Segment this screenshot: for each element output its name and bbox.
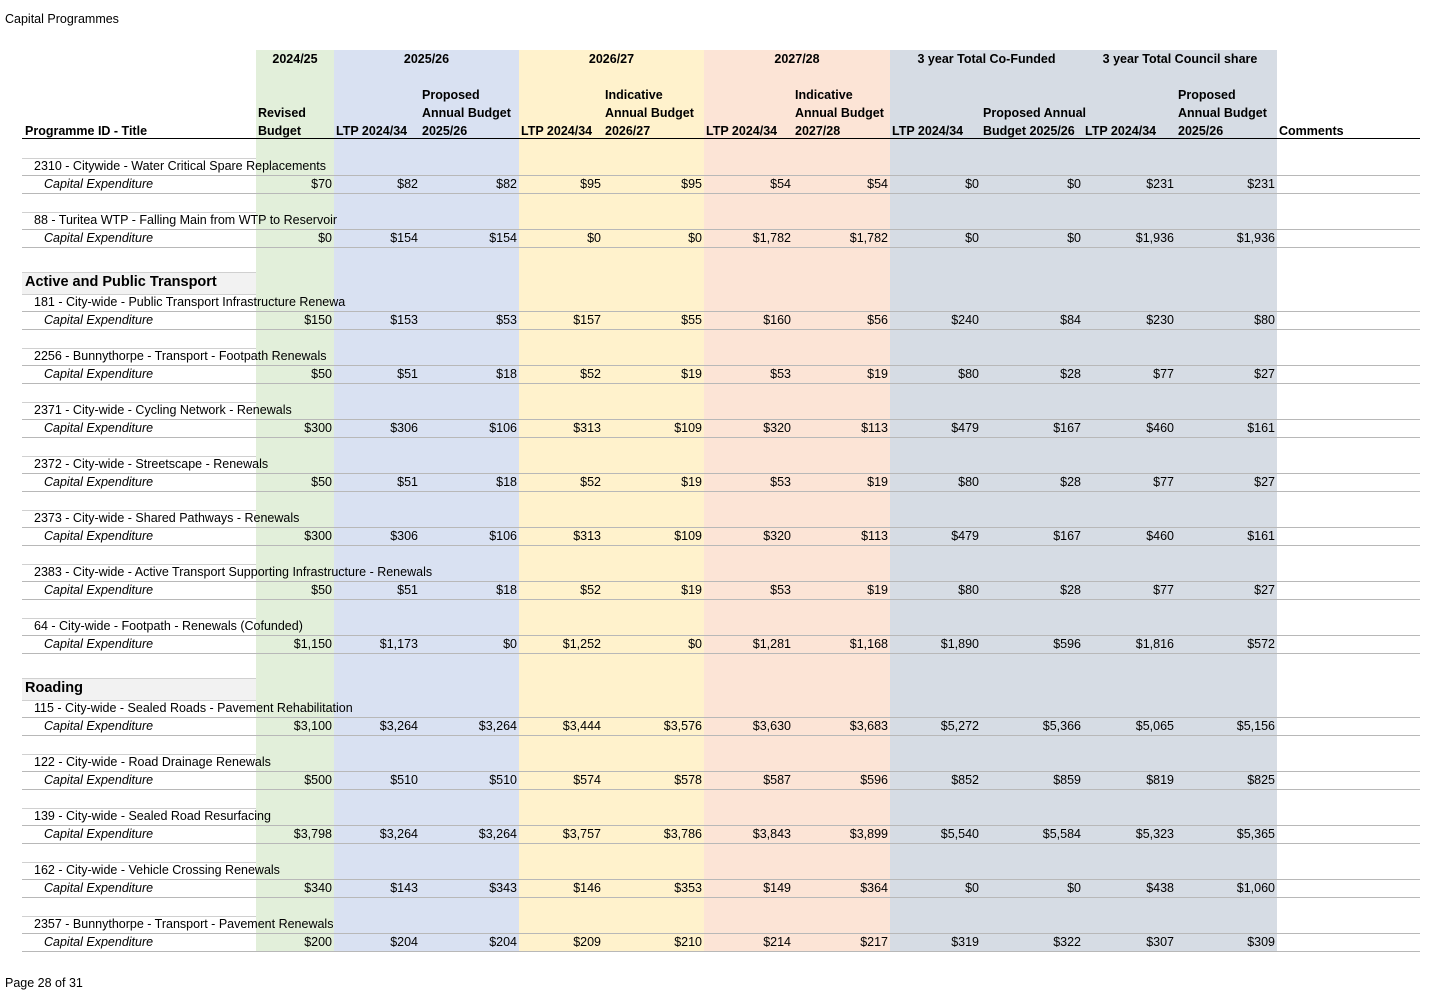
row-divider: [22, 897, 1420, 898]
value-proposed-cofunded: $167: [1053, 421, 1081, 435]
value-ltp-cofunded: $5,272: [940, 719, 979, 733]
value-proposed-council: $27: [1254, 475, 1275, 489]
row-divider: [22, 419, 1420, 420]
value-revised-2024-25: $50: [311, 583, 332, 597]
header-ltp-2026-27: LTP 2024/34: [521, 124, 593, 138]
row-divider: [22, 491, 1420, 492]
value-proposed-cofunded: $0: [1067, 881, 1081, 895]
value-revised-2024-25: $70: [311, 177, 332, 191]
value-indicative-2026-27: $578: [674, 773, 702, 787]
value-revised-2024-25: $340: [304, 881, 332, 895]
value-indicative-2026-27: $109: [674, 529, 702, 543]
header-line: Indicative: [605, 88, 663, 102]
row-divider: [22, 771, 1420, 772]
header-line: Annual Budget: [795, 106, 884, 120]
row-divider: [22, 193, 1420, 194]
value-ltp-2025-26: $51: [397, 367, 418, 381]
value-proposed-2025-26: $106: [489, 529, 517, 543]
row-divider: [22, 635, 1420, 636]
value-indicative-2027-28: $19: [867, 367, 888, 381]
value-proposed-council: $161: [1247, 421, 1275, 435]
row-divider: [22, 527, 1420, 528]
row-divider: [22, 879, 1420, 880]
value-proposed-2025-26: $82: [496, 177, 517, 191]
value-proposed-cofunded: $5,584: [1042, 827, 1081, 841]
value-ltp-cofunded: $0: [965, 231, 979, 245]
capital-expenditure-label: Capital Expenditure: [44, 367, 154, 381]
row-divider: [22, 545, 1420, 546]
value-indicative-2027-28: $217: [860, 935, 888, 949]
value-indicative-2026-27: $0: [688, 637, 702, 651]
value-ltp-2025-26: $51: [397, 583, 418, 597]
value-ltp-2025-26: $510: [390, 773, 418, 787]
value-ltp-council: $307: [1146, 935, 1174, 949]
value-proposed-cofunded: $322: [1053, 935, 1081, 949]
value-revised-2024-25: $50: [311, 475, 332, 489]
value-proposed-cofunded: $28: [1060, 367, 1081, 381]
value-proposed-cofunded: $167: [1053, 529, 1081, 543]
value-revised-2024-25: $200: [304, 935, 332, 949]
value-proposed-council: $27: [1254, 583, 1275, 597]
header-indicative-2026-27: [605, 86, 694, 140]
value-ltp-2025-26: $1,173: [379, 637, 418, 651]
programme-title: 139 - City-wide - Sealed Road Resurfacing: [34, 809, 271, 823]
value-revised-2024-25: $3,100: [293, 719, 332, 733]
value-indicative-2026-27: $210: [674, 935, 702, 949]
value-ltp-2026-27: $146: [573, 881, 601, 895]
header-line: Budget 2025/26: [983, 124, 1075, 138]
value-proposed-2025-26: $204: [489, 935, 517, 949]
year-header-2024-25: 2024/25: [272, 52, 318, 66]
value-ltp-2027-28: $214: [763, 935, 791, 949]
header-programme: Programme ID - Title: [25, 124, 148, 138]
value-proposed-2025-26: $106: [489, 421, 517, 435]
value-ltp-2026-27: $1,252: [562, 637, 601, 651]
value-proposed-2025-26: $343: [489, 881, 517, 895]
programme-title: 2310 - Citywide - Water Critical Spare Replacements: [34, 159, 327, 173]
value-ltp-cofunded: $80: [958, 583, 979, 597]
row-divider: [22, 933, 1420, 934]
value-ltp-cofunded: $479: [951, 529, 979, 543]
value-proposed-council: $161: [1247, 529, 1275, 543]
value-indicative-2026-27: $353: [674, 881, 702, 895]
value-ltp-cofunded: $80: [958, 475, 979, 489]
value-ltp-2027-28: $160: [763, 313, 791, 327]
header-rule: [22, 138, 1420, 139]
value-ltp-2026-27: $0: [587, 231, 601, 245]
value-ltp-2027-28: $53: [770, 475, 791, 489]
value-ltp-council: $230: [1146, 313, 1174, 327]
value-ltp-cofunded: $0: [965, 177, 979, 191]
value-ltp-2026-27: $313: [573, 529, 601, 543]
value-indicative-2027-28: $1,168: [849, 637, 888, 651]
value-indicative-2027-28: $56: [867, 313, 888, 327]
value-proposed-council: $80: [1254, 313, 1275, 327]
value-indicative-2026-27: $3,576: [663, 719, 702, 733]
value-proposed-2025-26: $18: [496, 475, 517, 489]
value-proposed-council: $5,156: [1236, 719, 1275, 733]
value-indicative-2026-27: $19: [681, 583, 702, 597]
programme-title: 122 - City-wide - Road Drainage Renewals: [34, 755, 271, 769]
value-ltp-2026-27: $209: [573, 935, 601, 949]
header-line: 2026/27: [605, 124, 651, 138]
value-revised-2024-25: $300: [304, 529, 332, 543]
value-indicative-2027-28: $113: [861, 529, 888, 543]
year-header-council-share: 3 year Total Council share: [1102, 52, 1258, 66]
row-divider: [22, 365, 1420, 366]
value-ltp-2026-27: $52: [580, 583, 601, 597]
value-proposed-2025-26: $18: [496, 583, 517, 597]
programme-title: 64 - City-wide - Footpath - Renewals (Cofunded): [34, 619, 303, 633]
row-divider: [22, 247, 1420, 248]
row-divider: [22, 735, 1420, 736]
capital-expenditure-label: Capital Expenditure: [44, 421, 154, 435]
value-proposed-council: $5,365: [1236, 827, 1275, 841]
value-ltp-2026-27: $52: [580, 367, 601, 381]
programme-title: 2357 - Bunnythorpe - Transport - Pavement Renewals: [34, 917, 334, 931]
value-ltp-2026-27: $574: [573, 773, 601, 787]
value-ltp-2025-26: $82: [397, 177, 418, 191]
row-divider: [22, 437, 1420, 438]
header-ltp-council: LTP 2024/34: [1085, 124, 1157, 138]
value-indicative-2026-27: $55: [681, 313, 702, 327]
value-ltp-council: $460: [1146, 529, 1174, 543]
capital-expenditure-label: Capital Expenditure: [44, 719, 154, 733]
capital-expenditure-label: Capital Expenditure: [44, 881, 154, 895]
header-proposed-cofunded: [983, 104, 1086, 140]
section-title: Active and Public Transport: [25, 274, 217, 290]
capital-expenditure-label: Capital Expenditure: [44, 827, 154, 841]
header-proposed-2025-26: [422, 86, 511, 140]
value-proposed-cofunded: $596: [1053, 637, 1081, 651]
value-ltp-2026-27: $313: [573, 421, 601, 435]
capital-expenditure-label: Capital Expenditure: [44, 773, 154, 787]
value-ltp-council: $1,936: [1135, 231, 1174, 245]
value-indicative-2027-28: $19: [867, 475, 888, 489]
value-ltp-cofunded: $852: [951, 773, 979, 787]
programme-title: 2383 - City-wide - Active Transport Supporting Infrastructure - Renewals: [34, 565, 433, 579]
value-proposed-council: $1,060: [1236, 881, 1275, 895]
programme-title: 115 - City-wide - Sealed Roads - Pavement Rehabilitation: [34, 701, 353, 715]
value-ltp-2027-28: $53: [770, 367, 791, 381]
value-proposed-2025-26: $0: [503, 637, 517, 651]
value-proposed-2025-26: $18: [496, 367, 517, 381]
value-indicative-2026-27: $0: [688, 231, 702, 245]
year-header-cofunded: 3 year Total Co-Funded: [917, 52, 1056, 66]
header-ltp-2027-28: LTP 2024/34: [706, 124, 778, 138]
row-divider: [22, 825, 1420, 826]
programme-title: 2373 - City-wide - Shared Pathways - Renewals: [34, 511, 300, 525]
value-ltp-council: $1,816: [1135, 637, 1174, 651]
value-proposed-cofunded: $0: [1067, 231, 1081, 245]
value-proposed-council: $825: [1247, 773, 1275, 787]
row-divider: [22, 383, 1420, 384]
capital-expenditure-label: Capital Expenditure: [44, 583, 154, 597]
value-indicative-2026-27: $109: [674, 421, 702, 435]
row-divider: [22, 581, 1420, 582]
programme-title: 181 - City-wide - Public Transport Infrastructure Renewa: [34, 295, 346, 309]
value-ltp-2027-28: $587: [763, 773, 791, 787]
row-divider: [22, 789, 1420, 790]
value-ltp-2025-26: $51: [397, 475, 418, 489]
programme-title: 2256 - Bunnythorpe - Transport - Footpath Renewals: [34, 349, 327, 363]
value-ltp-cofunded: $479: [951, 421, 979, 435]
value-indicative-2027-28: $113: [861, 421, 888, 435]
value-ltp-2025-26: $153: [390, 313, 418, 327]
value-ltp-council: $819: [1146, 773, 1174, 787]
value-ltp-2027-28: $1,782: [752, 231, 791, 245]
value-indicative-2027-28: $3,683: [849, 719, 888, 733]
value-ltp-2025-26: $3,264: [379, 719, 418, 733]
value-indicative-2027-28: $3,899: [849, 827, 888, 841]
value-ltp-2025-26: $204: [390, 935, 418, 949]
capital-expenditure-label: Capital Expenditure: [44, 529, 154, 543]
value-indicative-2027-28: $1,782: [849, 231, 888, 245]
value-proposed-2025-26: $154: [489, 231, 517, 245]
programme-title: 2371 - City-wide - Cycling Network - Renewals: [34, 403, 292, 417]
value-indicative-2027-28: $54: [867, 177, 888, 191]
header-revised-budget: [258, 104, 306, 140]
header-line: Proposed: [422, 88, 480, 102]
value-ltp-2027-28: $53: [770, 583, 791, 597]
header-comments: Comments: [1279, 124, 1344, 138]
programme-title: 162 - City-wide - Vehicle Crossing Renewals: [34, 863, 280, 877]
row-divider: [22, 329, 1420, 330]
header-line: Budget: [258, 124, 302, 138]
value-ltp-2027-28: $1,281: [752, 637, 791, 651]
value-indicative-2027-28: $19: [867, 583, 888, 597]
value-revised-2024-25: $150: [304, 313, 332, 327]
value-proposed-cofunded: $0: [1067, 177, 1081, 191]
header-line: 2025/26: [1178, 124, 1224, 138]
value-proposed-cofunded: $28: [1060, 583, 1081, 597]
row-divider: [22, 229, 1420, 230]
header-proposed-council: [1178, 86, 1267, 140]
value-ltp-2026-27: $157: [573, 313, 601, 327]
header-line: Proposed Annual: [983, 106, 1087, 120]
value-ltp-2025-26: $143: [390, 881, 418, 895]
value-indicative-2026-27: $19: [681, 367, 702, 381]
header-line: Annual Budget: [422, 106, 511, 120]
value-proposed-2025-26: $3,264: [478, 719, 517, 733]
value-ltp-2025-26: $306: [390, 529, 418, 543]
value-ltp-2027-28: $3,843: [752, 827, 791, 841]
value-ltp-2025-26: $3,264: [379, 827, 418, 841]
header-line: 2025/26: [422, 124, 468, 138]
value-proposed-council: $231: [1247, 177, 1275, 191]
value-ltp-council: $460: [1146, 421, 1174, 435]
value-ltp-2027-28: $320: [763, 421, 791, 435]
header-line: Annual Budget: [605, 106, 694, 120]
value-revised-2024-25: $500: [304, 773, 332, 787]
value-proposed-cofunded: $859: [1053, 773, 1081, 787]
value-ltp-cofunded: $80: [958, 367, 979, 381]
year-header-2025-26: 2025/26: [403, 52, 450, 66]
value-ltp-cofunded: $319: [951, 935, 979, 949]
row-divider: [22, 599, 1420, 600]
value-ltp-council: $77: [1153, 583, 1174, 597]
row-divider: [22, 175, 1420, 176]
header-ltp-2025-26: LTP 2024/34: [336, 124, 408, 138]
value-ltp-2027-28: $320: [763, 529, 791, 543]
value-ltp-2026-27: $3,757: [562, 827, 601, 841]
value-proposed-cofunded: $28: [1060, 475, 1081, 489]
header-line: Revised: [258, 106, 306, 120]
header-line: Annual Budget: [1178, 106, 1267, 120]
header-indicative-2027-28: [795, 86, 884, 140]
row-divider: [22, 717, 1420, 718]
value-indicative-2027-28: $364: [860, 881, 888, 895]
value-ltp-2026-27: $52: [580, 475, 601, 489]
section-title: Roading: [25, 680, 83, 696]
page-title: Capital Programmes: [5, 12, 119, 26]
header-line: Indicative: [795, 88, 853, 102]
header-line: Proposed: [1178, 88, 1236, 102]
value-ltp-2027-28: $3,630: [752, 719, 791, 733]
row-divider: [22, 653, 1420, 654]
value-proposed-council: $27: [1254, 367, 1275, 381]
value-revised-2024-25: $3,798: [293, 827, 332, 841]
value-ltp-council: $5,065: [1135, 719, 1174, 733]
programme-title: 2372 - City-wide - Streetscape - Renewals: [34, 457, 269, 471]
value-ltp-council: $438: [1146, 881, 1174, 895]
value-indicative-2026-27: $95: [681, 177, 702, 191]
capital-expenditure-label: Capital Expenditure: [44, 177, 154, 191]
capital-expenditure-label: Capital Expenditure: [44, 935, 154, 949]
value-ltp-2026-27: $95: [580, 177, 601, 191]
capital-expenditure-label: Capital Expenditure: [44, 231, 154, 245]
value-proposed-council: $1,936: [1236, 231, 1275, 245]
row-divider: [22, 951, 1420, 952]
value-ltp-cofunded: $0: [965, 881, 979, 895]
value-indicative-2027-28: $596: [860, 773, 888, 787]
value-ltp-council: $5,323: [1135, 827, 1174, 841]
value-ltp-council: $77: [1153, 367, 1174, 381]
value-proposed-2025-26: $3,264: [478, 827, 517, 841]
value-indicative-2026-27: $3,786: [663, 827, 702, 841]
header-line: 2027/28: [795, 124, 841, 138]
year-header-2026-27: 2026/27: [588, 52, 635, 66]
value-ltp-council: $231: [1146, 177, 1174, 191]
value-revised-2024-25: $300: [304, 421, 332, 435]
value-ltp-council: $77: [1153, 475, 1174, 489]
value-ltp-cofunded: $5,540: [940, 827, 979, 841]
value-ltp-cofunded: $240: [951, 313, 979, 327]
value-proposed-cofunded: $5,366: [1042, 719, 1081, 733]
value-revised-2024-25: $1,150: [293, 637, 332, 651]
page-footer: Page 28 of 31: [5, 976, 83, 990]
value-revised-2024-25: $50: [311, 367, 332, 381]
value-proposed-2025-26: $53: [496, 313, 517, 327]
capital-expenditure-label: Capital Expenditure: [44, 637, 154, 651]
value-ltp-2027-28: $149: [763, 881, 791, 895]
value-indicative-2026-27: $19: [681, 475, 702, 489]
value-proposed-2025-26: $510: [489, 773, 517, 787]
programme-title: 88 - Turitea WTP - Falling Main from WTP to Reservoir: [34, 213, 338, 227]
value-proposed-council: $572: [1247, 637, 1275, 651]
year-header-2027-28: 2027/28: [774, 52, 820, 66]
value-ltp-2025-26: $306: [390, 421, 418, 435]
capital-expenditure-label: Capital Expenditure: [44, 313, 154, 327]
value-ltp-2026-27: $3,444: [562, 719, 601, 733]
header-ltp-cofunded: LTP 2024/34: [892, 124, 964, 138]
value-ltp-2025-26: $154: [390, 231, 418, 245]
row-divider: [22, 843, 1420, 844]
value-proposed-council: $309: [1247, 935, 1275, 949]
row-divider: [22, 473, 1420, 474]
value-ltp-cofunded: $1,890: [940, 637, 979, 651]
value-ltp-2027-28: $54: [770, 177, 791, 191]
value-proposed-cofunded: $84: [1060, 313, 1081, 327]
capital-expenditure-label: Capital Expenditure: [44, 475, 154, 489]
value-revised-2024-25: $0: [318, 231, 332, 245]
row-divider: [22, 311, 1420, 312]
